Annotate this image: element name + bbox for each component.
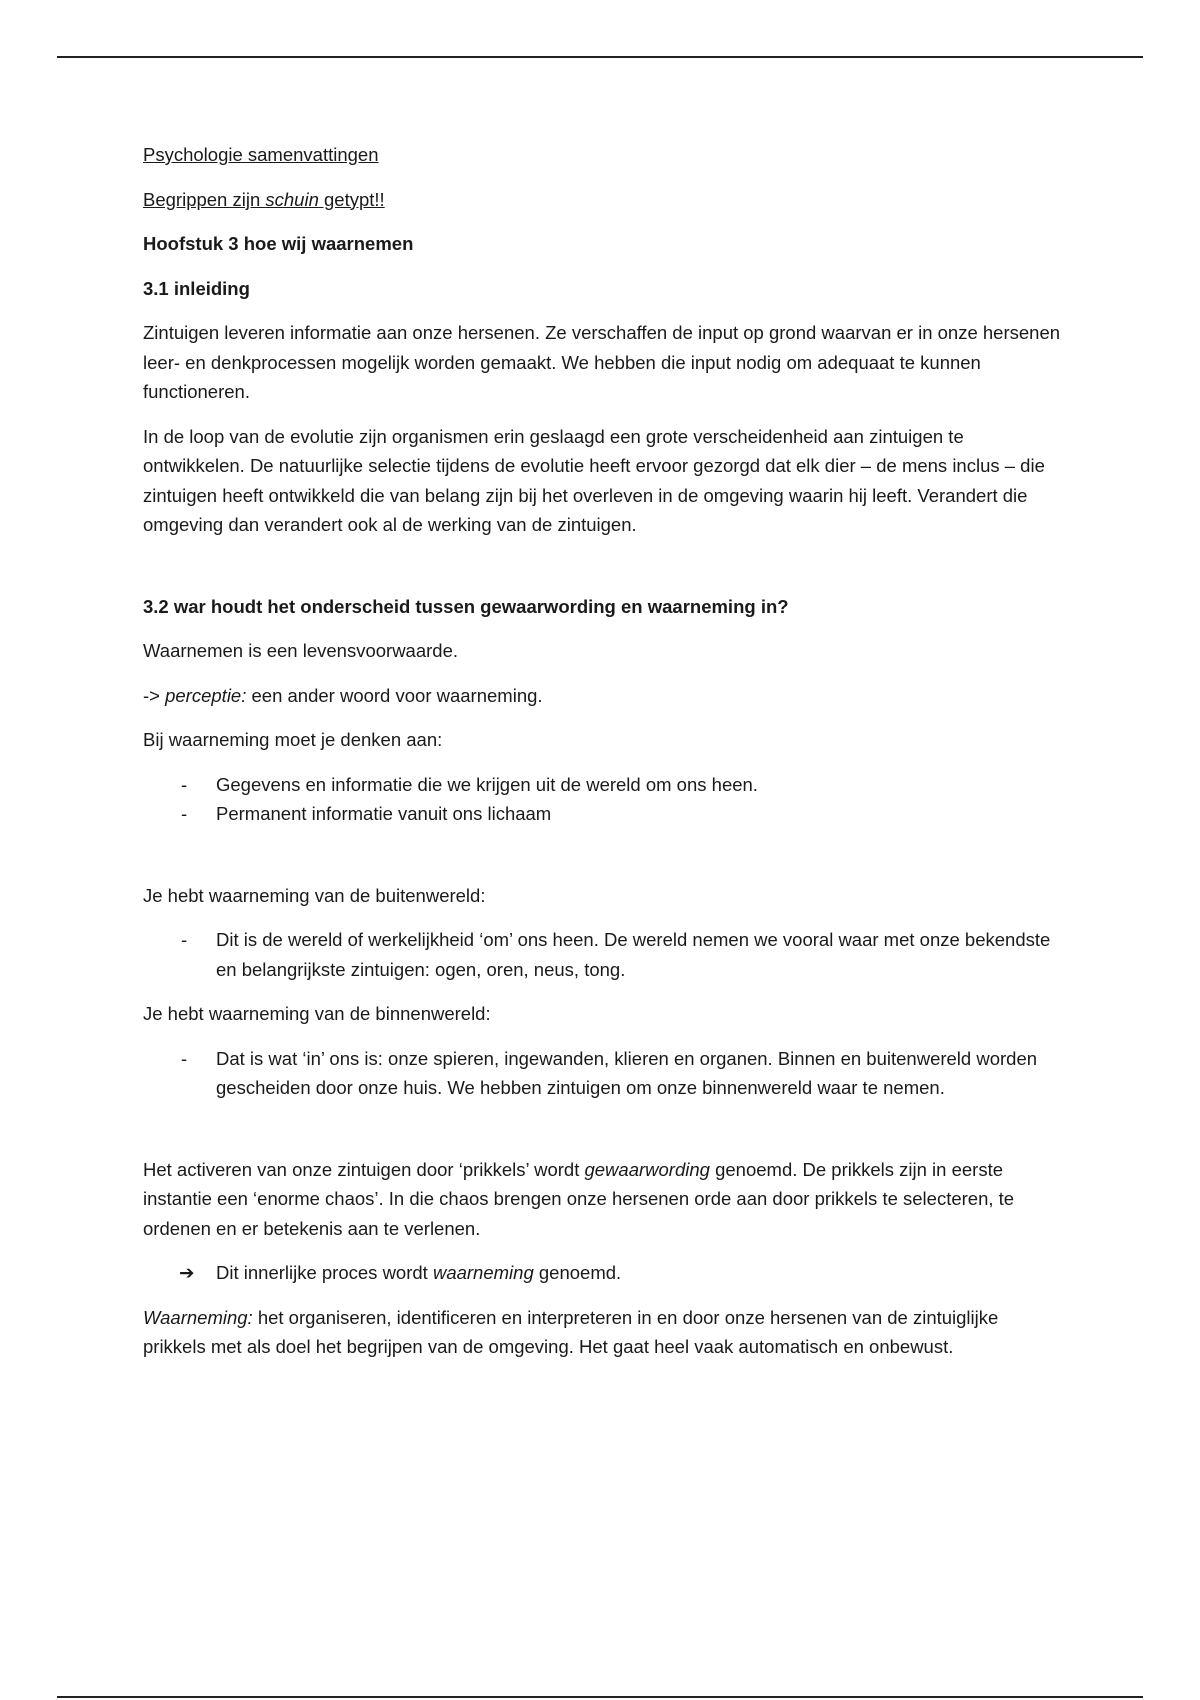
chapter-heading: Hoofstuk 3 hoe wij waarnemen: [143, 233, 414, 254]
paragraph-buitenwereld: Je hebt waarneming van de buitenwereld:: [143, 884, 486, 906]
list-item: [143, 925, 1063, 984]
top-rule: [57, 56, 1143, 58]
term-waarneming: waarneming: [432, 1262, 534, 1283]
paragraph-evolutie: In de loop van de evolutie zijn organismen erin geslaagd een grote verscheidenheid aan zintuigen te ontwikkelen. De natuurlijke selectie tijdens de evolutie heeft ervoor gezorgd dat elk dier – de mens inclus – die zintuigen heeft ontwikkeld die van belang zijn bij het overleven in de omgeving waarin hij leeft. Verandert die omgeving dan verandert ook al de werking van de zintuigen.: [143, 425, 1045, 535]
document-page: [143, 140, 1063, 1377]
note-text-end: getypt!!: [318, 188, 385, 210]
term-perceptie: perceptie:: [165, 684, 247, 706]
term-waarneming-definition: Waarneming:: [143, 1306, 253, 1328]
list-item: [143, 799, 1063, 829]
dash-bullet: -: [181, 803, 188, 824]
italic-note: [143, 185, 1063, 215]
paragraph-gewaarwording: [143, 1155, 1063, 1244]
paragraph-binnenwereld: Je hebt waarneming van de binnenwereld:: [143, 1003, 491, 1024]
dash-bullet: -: [181, 929, 188, 950]
list-item-text: Permanent informatie vanuit ons lichaam: [216, 803, 552, 824]
section-heading-3-2: 3.2 war houdt het onderscheid tussen gewaarwording en waarneming in?: [143, 595, 789, 617]
dash-list-waarneming: [143, 770, 1063, 829]
perceptie-def-text: een ander woord voor waarneming.: [246, 684, 543, 706]
list-item: [143, 1044, 1063, 1103]
list-item-text: Dat is wat ‘in’ ons is: onze spieren, ingewanden, klieren en organen. Binnen en buitenwereld worden gescheiden door onze huis. We hebben zintuigen om onze binnenwereld waar te nemen.: [216, 1047, 1038, 1098]
arrow-prefix: ->: [143, 684, 166, 706]
bottom-rule: [57, 1696, 1143, 1698]
term-gewaarwording: gewaarwording: [584, 1158, 710, 1180]
note-text: Begrippen zijn: [143, 188, 266, 210]
paragraph-levensvoorwaarde: Waarnemen is een levensvoorwaarde.: [143, 640, 459, 661]
dash-list-binnenwereld: [143, 1044, 1063, 1103]
paragraph-bij-waarneming: Bij waarneming moet je denken aan:: [143, 729, 443, 750]
document-title: Psychologie samenvattingen: [143, 144, 379, 165]
list-item-text: Gegevens en informatie die we krijgen uit de wereld om ons heen.: [216, 773, 758, 795]
list-item: [143, 770, 1063, 800]
list-item-text: Dit is de wereld of werkelijkheid ‘om’ ons heen. De wereld nemen we vooral waar met onze bekendste en belangrijkste zintuigen: ogen, oren, neus, tong.: [216, 929, 1051, 980]
paragraph-waarneming-definition: [143, 1303, 1063, 1362]
dash-bullet: -: [181, 1047, 188, 1069]
paragraph-zintuigen: Zintuigen leveren informatie aan onze hersenen. Ze verschaffen de input op grond waarvan er in onze hersenen leer- en denkprocessen mogelijk worden gemaakt. We hebben die input nodig om adequaat te kunnen functioneren.: [143, 322, 1061, 402]
section-heading-3-1: 3.1 inleiding: [143, 277, 250, 299]
gew-text: Het activeren van onze zintuigen door ‘prikkels’ wordt: [143, 1158, 585, 1180]
dash-bullet: -: [181, 773, 188, 795]
gew-text-end: genoemd. De prikkels zijn in eerste instantie een ‘enorme chaos’. In die chaos brengen onze hersenen orde aan door prikkels te selecteren, te ordenen en er betekenis aan te verlenen.: [143, 1158, 1015, 1239]
dash-list-buitenwereld: [143, 925, 1063, 984]
arrow-text-end: genoemd.: [533, 1262, 622, 1283]
definition-text: het organiseren, identificeren en interpreteren in en door onze hersenen van de zintuiglijke prikkels met als doel het begrijpen van de omgeving. Het gaat heel vaak automatisch en onbewust.: [143, 1306, 999, 1357]
perceptie-definition: [143, 681, 1063, 711]
note-italic-word: schuin: [265, 188, 319, 210]
arrow-item: [143, 1258, 1063, 1288]
arrow-right-icon: ➔: [179, 1262, 195, 1283]
arrow-text: Dit innerlijke proces wordt: [216, 1262, 433, 1283]
